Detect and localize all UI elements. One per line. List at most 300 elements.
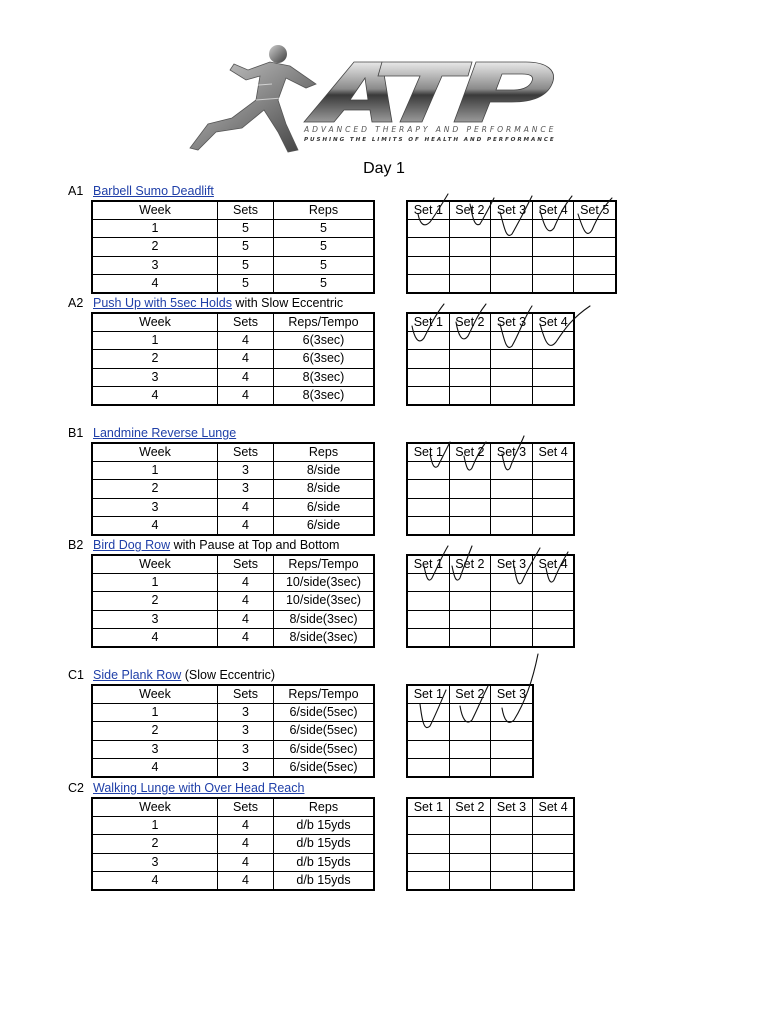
set-log-cell[interactable] xyxy=(491,386,533,404)
logo-subtitle: ADVANCED THERAPY AND PERFORMANCE xyxy=(304,125,554,134)
table-cell: 3 xyxy=(93,256,218,274)
table-cell: 8(3sec) xyxy=(274,368,374,386)
set-log-row xyxy=(408,817,574,835)
set-header: Set 3 xyxy=(491,686,533,704)
table-cell: 6/side(5sec) xyxy=(274,704,374,722)
set-log-cell[interactable] xyxy=(449,871,491,889)
set-log-cell[interactable] xyxy=(532,628,574,646)
table-cell: 8/side xyxy=(274,480,374,498)
set-log-cell[interactable] xyxy=(532,592,574,610)
set-log-cell[interactable] xyxy=(491,758,533,776)
table-header-row xyxy=(93,556,374,574)
set-log-cell[interactable] xyxy=(408,610,450,628)
table-cell: 3 xyxy=(93,853,218,871)
column-header: Week xyxy=(93,202,218,220)
table-row xyxy=(93,853,374,871)
set-log-cell[interactable] xyxy=(491,274,533,292)
set-log-cell[interactable] xyxy=(532,332,574,350)
set-log-cell[interactable] xyxy=(532,610,574,628)
set-log-row xyxy=(408,871,574,889)
column-header: Reps xyxy=(274,202,374,220)
table-row xyxy=(93,628,374,646)
set-log-cell[interactable] xyxy=(532,516,574,534)
set-log-cell[interactable] xyxy=(449,835,491,853)
set-log-cell[interactable] xyxy=(491,516,533,534)
exercise-suffix: with Pause at Top and Bottom xyxy=(170,538,340,552)
set-log-row xyxy=(408,498,574,516)
set-log-cell[interactable] xyxy=(449,256,491,274)
set-log-cell[interactable] xyxy=(449,722,491,740)
program-table-b2 xyxy=(92,555,374,647)
table-cell: 4 xyxy=(218,628,274,646)
set-log-cell[interactable] xyxy=(532,274,574,292)
table-row xyxy=(93,592,374,610)
table-cell: 4 xyxy=(218,350,274,368)
set-log-row xyxy=(408,220,616,238)
set-log-cell[interactable] xyxy=(449,350,491,368)
set-header: Set 3 xyxy=(491,556,533,574)
table-cell: 6/side(5sec) xyxy=(274,758,374,776)
set-header: Set 1 xyxy=(408,686,450,704)
set-log-cell[interactable] xyxy=(491,610,533,628)
table-cell: 3 xyxy=(218,480,274,498)
table-cell: 4 xyxy=(93,516,218,534)
column-header: Reps xyxy=(274,444,374,462)
table-cell: 3 xyxy=(218,740,274,758)
table-row xyxy=(93,574,374,592)
table-row xyxy=(93,238,374,256)
table-cell: 5 xyxy=(218,256,274,274)
table-cell: 3 xyxy=(218,758,274,776)
set-log-cell[interactable] xyxy=(408,274,450,292)
set-log-cell[interactable] xyxy=(449,368,491,386)
set-log-row xyxy=(408,758,533,776)
set-log-cell[interactable] xyxy=(408,256,450,274)
table-cell: 4 xyxy=(218,853,274,871)
set-log-row xyxy=(408,704,533,722)
exercise-code: C2 xyxy=(68,781,84,795)
program-table-c2 xyxy=(92,798,374,890)
set-log-row xyxy=(408,574,574,592)
table-cell: 4 xyxy=(218,592,274,610)
table-row xyxy=(93,817,374,835)
table-cell: 4 xyxy=(93,274,218,292)
set-log-cell[interactable] xyxy=(408,516,450,534)
set-log-cell[interactable] xyxy=(408,238,450,256)
table-cell: 4 xyxy=(93,386,218,404)
set-log-cell[interactable] xyxy=(449,462,491,480)
table-row xyxy=(93,332,374,350)
table-cell: d/b 15yds xyxy=(274,835,374,853)
set-log-cell[interactable] xyxy=(449,740,491,758)
set-log-a2 xyxy=(407,313,574,405)
set-log-cell[interactable] xyxy=(532,817,574,835)
table-cell: 4 xyxy=(218,835,274,853)
set-header: Set 5 xyxy=(574,202,616,220)
set-log-cell[interactable] xyxy=(449,853,491,871)
table-cell: 4 xyxy=(218,386,274,404)
set-log-cell[interactable] xyxy=(449,592,491,610)
set-header-row xyxy=(408,314,574,332)
set-log-c1 xyxy=(407,685,533,777)
set-header: Set 4 xyxy=(532,314,574,332)
set-log-cell[interactable] xyxy=(574,220,616,238)
table-cell: 4 xyxy=(218,332,274,350)
set-log-row xyxy=(408,516,574,534)
set-log-cell[interactable] xyxy=(532,368,574,386)
exercise-link[interactable]: Walking Lunge with Over Head Reach xyxy=(93,781,305,795)
set-log-cell[interactable] xyxy=(532,835,574,853)
table-cell: 1 xyxy=(93,817,218,835)
column-header: Reps/Tempo xyxy=(274,686,374,704)
set-log-cell[interactable] xyxy=(449,516,491,534)
exercise-link[interactable]: Bird Dog Row xyxy=(93,538,171,552)
set-log-cell[interactable] xyxy=(408,332,450,350)
table-cell: 1 xyxy=(93,574,218,592)
set-log-b2 xyxy=(407,555,574,647)
set-header: Set 3 xyxy=(491,444,533,462)
table-cell: 2 xyxy=(93,350,218,368)
set-log-cell[interactable] xyxy=(408,386,450,404)
set-header: Set 1 xyxy=(408,799,450,817)
set-header: Set 1 xyxy=(408,556,450,574)
set-log-cell[interactable] xyxy=(408,758,450,776)
column-header: Week xyxy=(93,314,218,332)
set-log-cell[interactable] xyxy=(491,853,533,871)
set-log-cell[interactable] xyxy=(408,498,450,516)
set-log-row xyxy=(408,853,574,871)
table-cell: 3 xyxy=(93,368,218,386)
set-header: Set 3 xyxy=(491,314,533,332)
table-row xyxy=(93,610,374,628)
column-header: Sets xyxy=(218,686,274,704)
set-log-row xyxy=(408,350,574,368)
set-log-cell[interactable] xyxy=(449,628,491,646)
table-row xyxy=(93,704,374,722)
set-log-a1 xyxy=(407,201,616,293)
set-log-cell[interactable] xyxy=(491,238,533,256)
table-row xyxy=(93,480,374,498)
set-log-cell[interactable] xyxy=(449,238,491,256)
program-table-a1 xyxy=(92,201,374,293)
exercise-label-b1 xyxy=(68,425,236,441)
set-log-cell[interactable] xyxy=(491,740,533,758)
table-cell: 3 xyxy=(93,610,218,628)
set-log-cell[interactable] xyxy=(449,498,491,516)
set-log-cell[interactable] xyxy=(491,350,533,368)
table-cell: 4 xyxy=(218,817,274,835)
set-header: Set 2 xyxy=(449,444,491,462)
table-cell: 8/side(3sec) xyxy=(274,628,374,646)
column-header: Sets xyxy=(218,799,274,817)
set-log-cell[interactable] xyxy=(449,274,491,292)
set-header-row xyxy=(408,202,616,220)
table-cell: 3 xyxy=(218,704,274,722)
column-header: Sets xyxy=(218,314,274,332)
set-log-cell[interactable] xyxy=(408,722,450,740)
table-cell: 4 xyxy=(218,368,274,386)
set-log-row xyxy=(408,592,574,610)
set-log-row xyxy=(408,462,574,480)
table-row xyxy=(93,350,374,368)
table-row xyxy=(93,256,374,274)
set-log-cell[interactable] xyxy=(408,871,450,889)
set-header-row xyxy=(408,444,574,462)
set-log-cell[interactable] xyxy=(449,817,491,835)
table-header-row xyxy=(93,686,374,704)
runner-silhouette-icon xyxy=(190,45,316,152)
set-log-cell[interactable] xyxy=(532,238,574,256)
table-row xyxy=(93,368,374,386)
table-cell: 4 xyxy=(93,758,218,776)
table-row xyxy=(93,871,374,889)
column-header: Reps/Tempo xyxy=(274,314,374,332)
set-log-cell[interactable] xyxy=(449,332,491,350)
set-log-cell[interactable] xyxy=(449,610,491,628)
exercise-link[interactable]: Side Plank Row xyxy=(93,668,182,682)
exercise-label-a2 xyxy=(68,295,343,311)
set-log-cell[interactable] xyxy=(532,220,574,238)
exercise-link[interactable]: Push Up with 5sec Holds xyxy=(93,296,232,310)
set-log-cell[interactable] xyxy=(491,462,533,480)
exercise-link[interactable]: Barbell Sumo Deadlift xyxy=(93,184,214,198)
table-cell: 3 xyxy=(218,462,274,480)
set-log-row xyxy=(408,722,533,740)
table-cell: 8/side(3sec) xyxy=(274,610,374,628)
set-log-cell[interactable] xyxy=(408,574,450,592)
table-cell: d/b 15yds xyxy=(274,853,374,871)
table-header-row xyxy=(93,799,374,817)
column-header: Reps/Tempo xyxy=(274,556,374,574)
set-log-cell[interactable] xyxy=(491,220,533,238)
set-log-row xyxy=(408,628,574,646)
set-log-cell[interactable] xyxy=(491,704,533,722)
set-log-row xyxy=(408,368,574,386)
set-header: Set 1 xyxy=(408,444,450,462)
atp-logo xyxy=(186,40,562,156)
program-table-b1 xyxy=(92,443,374,535)
table-cell: 10/side(3sec) xyxy=(274,574,374,592)
set-log-cell[interactable] xyxy=(491,368,533,386)
set-log-cell[interactable] xyxy=(532,350,574,368)
table-cell: 4 xyxy=(218,574,274,592)
table-row xyxy=(93,386,374,404)
exercise-label-c2 xyxy=(68,780,304,796)
table-row xyxy=(93,516,374,534)
set-log-row xyxy=(408,238,616,256)
set-log-cell[interactable] xyxy=(532,871,574,889)
set-log-cell[interactable] xyxy=(532,480,574,498)
set-log-cell[interactable] xyxy=(449,480,491,498)
table-cell: 5 xyxy=(218,274,274,292)
set-log-cell[interactable] xyxy=(449,758,491,776)
table-cell: 3 xyxy=(218,722,274,740)
set-header-row xyxy=(408,686,533,704)
table-header-row xyxy=(93,202,374,220)
set-log-row xyxy=(408,610,574,628)
set-header-row xyxy=(408,799,574,817)
set-log-cell[interactable] xyxy=(491,592,533,610)
set-log-cell[interactable] xyxy=(408,704,450,722)
exercise-label-c1 xyxy=(68,667,275,683)
table-row xyxy=(93,274,374,292)
set-log-row xyxy=(408,740,533,758)
table-row xyxy=(93,722,374,740)
set-log-cell[interactable] xyxy=(491,480,533,498)
set-log-cell[interactable] xyxy=(574,238,616,256)
table-cell: 3 xyxy=(93,498,218,516)
exercise-code: A1 xyxy=(68,184,84,198)
set-header: Set 4 xyxy=(532,202,574,220)
column-header: Week xyxy=(93,444,218,462)
set-header: Set 2 xyxy=(449,202,491,220)
set-header: Set 2 xyxy=(449,314,491,332)
table-cell: 6/side(5sec) xyxy=(274,740,374,758)
set-log-b1 xyxy=(407,443,574,535)
set-log-row xyxy=(408,835,574,853)
table-cell: 4 xyxy=(93,871,218,889)
exercise-link[interactable]: Landmine Reverse Lunge xyxy=(93,426,237,440)
set-log-cell[interactable] xyxy=(408,592,450,610)
set-header: Set 3 xyxy=(491,799,533,817)
set-log-cell[interactable] xyxy=(408,628,450,646)
set-log-cell[interactable] xyxy=(408,740,450,758)
set-log-cell[interactable] xyxy=(449,704,491,722)
table-cell: 2 xyxy=(93,592,218,610)
set-log-cell[interactable] xyxy=(449,574,491,592)
set-log-cell[interactable] xyxy=(408,480,450,498)
table-cell: 5 xyxy=(218,220,274,238)
table-cell: d/b 15yds xyxy=(274,871,374,889)
set-log-cell[interactable] xyxy=(491,817,533,835)
set-log-cell[interactable] xyxy=(491,835,533,853)
set-header: Set 1 xyxy=(408,314,450,332)
program-table-c1 xyxy=(92,685,374,777)
set-log-row xyxy=(408,386,574,404)
set-log-row xyxy=(408,274,616,292)
table-cell: 5 xyxy=(274,220,374,238)
set-header: Set 4 xyxy=(532,799,574,817)
set-log-cell[interactable] xyxy=(408,368,450,386)
table-row xyxy=(93,220,374,238)
set-log-cell[interactable] xyxy=(449,386,491,404)
table-cell: 5 xyxy=(274,256,374,274)
atp-wordmark xyxy=(304,62,554,122)
table-cell: 4 xyxy=(93,628,218,646)
set-log-cell[interactable] xyxy=(491,871,533,889)
set-log-cell[interactable] xyxy=(408,462,450,480)
column-header: Sets xyxy=(218,556,274,574)
set-header: Set 3 xyxy=(491,202,533,220)
table-cell: 5 xyxy=(218,238,274,256)
table-cell: 2 xyxy=(93,480,218,498)
column-header: Sets xyxy=(218,202,274,220)
exercise-suffix: with Slow Eccentric xyxy=(231,296,344,310)
set-log-cell[interactable] xyxy=(408,835,450,853)
set-log-cell[interactable] xyxy=(532,462,574,480)
page-title: Day 1 xyxy=(363,160,405,177)
table-cell: 4 xyxy=(218,610,274,628)
set-log-cell[interactable] xyxy=(491,498,533,516)
table-row xyxy=(93,498,374,516)
set-log-cell[interactable] xyxy=(532,853,574,871)
set-log-cell[interactable] xyxy=(408,350,450,368)
table-cell: 4 xyxy=(218,871,274,889)
set-log-cell[interactable] xyxy=(491,256,533,274)
set-log-cell[interactable] xyxy=(532,386,574,404)
table-cell: 2 xyxy=(93,835,218,853)
set-log-row xyxy=(408,256,616,274)
exercise-code: A2 xyxy=(68,296,84,310)
table-cell: 1 xyxy=(93,220,218,238)
table-row xyxy=(93,835,374,853)
table-cell: 6(3sec) xyxy=(274,332,374,350)
set-header: Set 4 xyxy=(532,444,574,462)
table-cell: 6/side xyxy=(274,498,374,516)
set-header-row xyxy=(408,556,574,574)
column-header: Week xyxy=(93,799,218,817)
exercise-label-b2 xyxy=(68,537,339,553)
table-cell: d/b 15yds xyxy=(274,817,374,835)
table-cell: 4 xyxy=(218,498,274,516)
column-header: Sets xyxy=(218,444,274,462)
program-table-a2 xyxy=(92,313,374,405)
table-cell: 10/side(3sec) xyxy=(274,592,374,610)
set-log-cell[interactable] xyxy=(532,574,574,592)
set-log-cell[interactable] xyxy=(449,220,491,238)
set-log-cell[interactable] xyxy=(574,274,616,292)
table-cell: 5 xyxy=(274,274,374,292)
column-header: Week xyxy=(93,686,218,704)
table-cell: 2 xyxy=(93,238,218,256)
table-header-row xyxy=(93,444,374,462)
set-log-cell[interactable] xyxy=(491,574,533,592)
table-cell: 8(3sec) xyxy=(274,386,374,404)
set-log-row xyxy=(408,480,574,498)
table-row xyxy=(93,740,374,758)
set-log-cell[interactable] xyxy=(408,853,450,871)
table-cell: 3 xyxy=(93,740,218,758)
table-cell: 6/side xyxy=(274,516,374,534)
column-header: Reps xyxy=(274,799,374,817)
set-log-cell[interactable] xyxy=(532,256,574,274)
set-log-c2 xyxy=(407,798,574,890)
table-cell: 1 xyxy=(93,704,218,722)
table-cell: 6/side(5sec) xyxy=(274,722,374,740)
set-log-row xyxy=(408,332,574,350)
set-log-cell[interactable] xyxy=(491,332,533,350)
exercise-suffix: (Slow Eccentric) xyxy=(181,668,276,682)
set-log-cell[interactable] xyxy=(491,628,533,646)
set-log-cell[interactable] xyxy=(408,220,450,238)
logo-tagline: PUSHING THE LIMITS OF HEALTH AND PERFORMANCE xyxy=(304,137,554,143)
table-cell: 2 xyxy=(93,722,218,740)
exercise-code: B1 xyxy=(68,426,84,440)
set-header: Set 1 xyxy=(408,202,450,220)
table-cell: 8/side xyxy=(274,462,374,480)
set-header: Set 4 xyxy=(532,556,574,574)
set-header: Set 2 xyxy=(449,799,491,817)
table-cell: 1 xyxy=(93,332,218,350)
set-log-cell[interactable] xyxy=(408,817,450,835)
table-cell: 4 xyxy=(218,516,274,534)
set-log-cell[interactable] xyxy=(574,256,616,274)
table-cell: 6(3sec) xyxy=(274,350,374,368)
exercise-label-a1 xyxy=(68,183,214,199)
set-log-cell[interactable] xyxy=(532,498,574,516)
set-log-cell[interactable] xyxy=(491,722,533,740)
table-cell: 1 xyxy=(93,462,218,480)
